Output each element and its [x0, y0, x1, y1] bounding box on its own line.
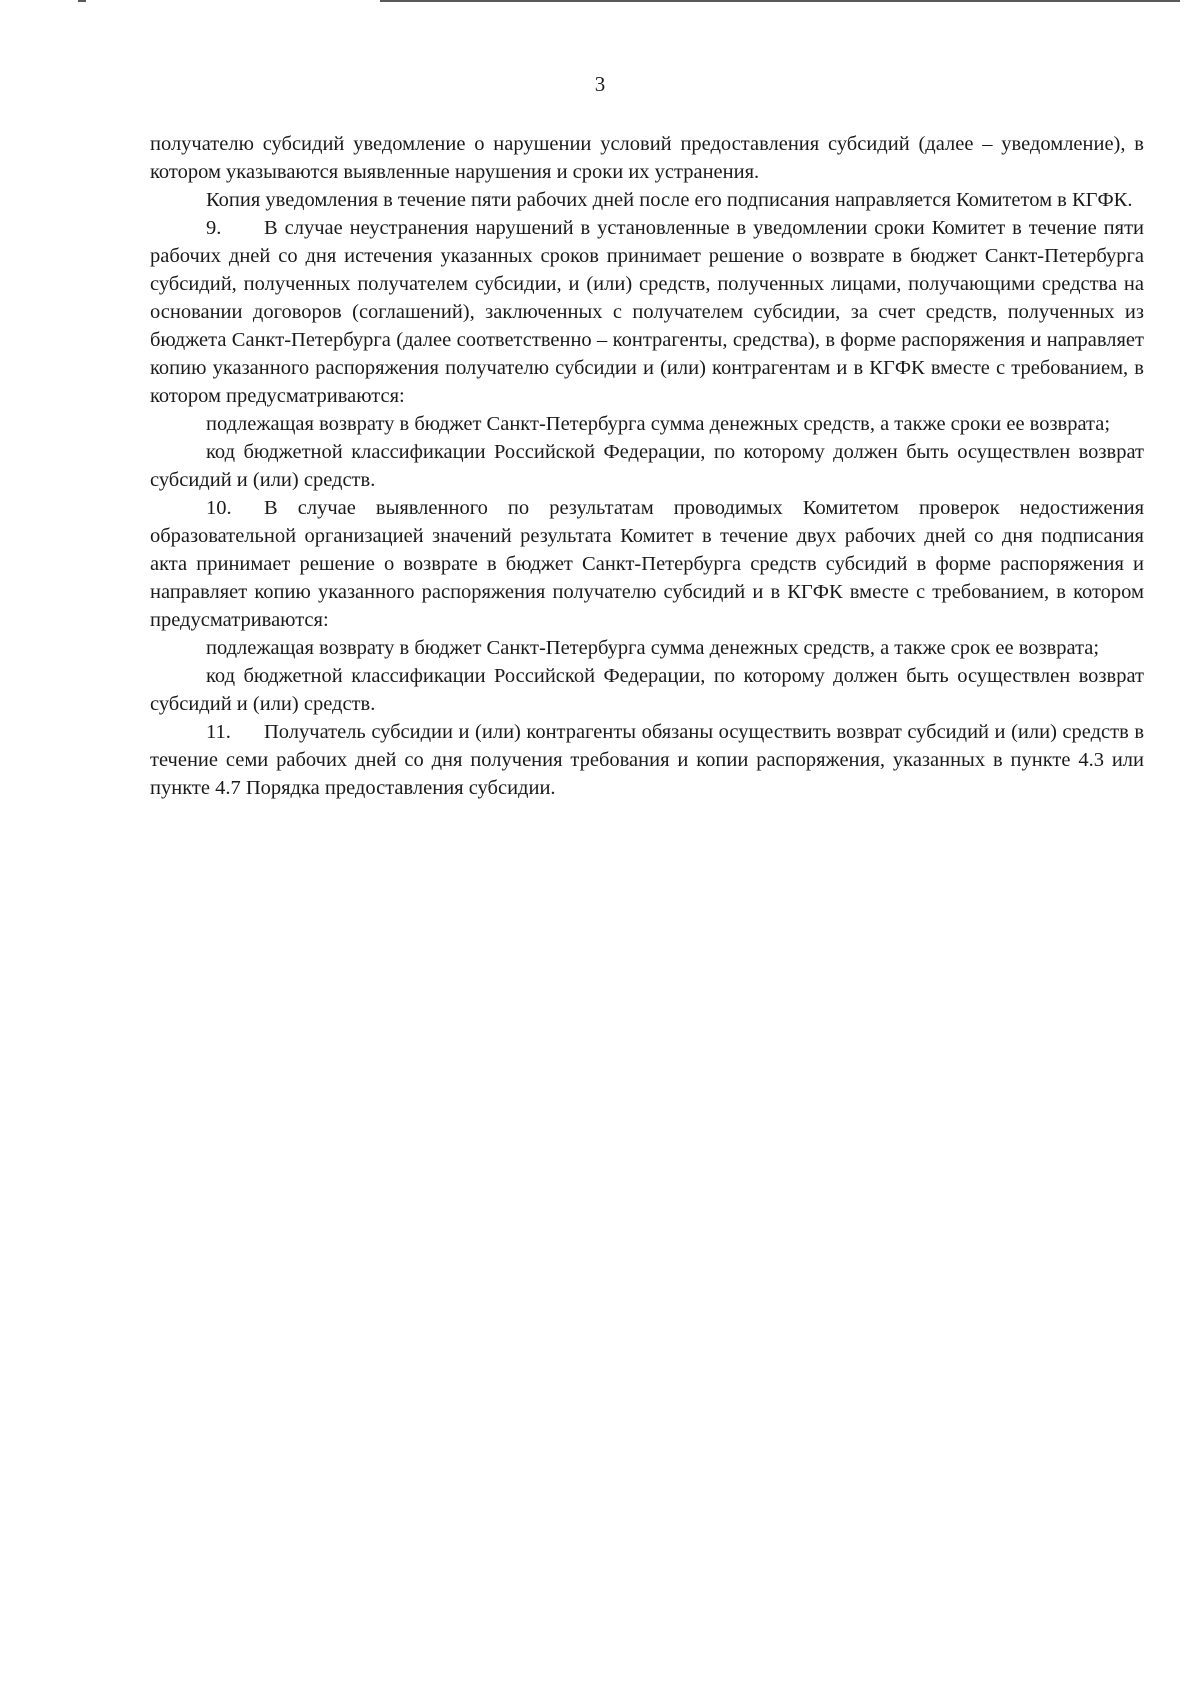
paragraph-item-9: [150, 214, 1144, 410]
item-number: 10.: [206, 497, 232, 519]
paragraph-continuation: [150, 130, 1144, 186]
paragraph-text: Получатель субсидии и (или) контрагенты обязаны осуществить возврат субсидий и (или) средств в течение семи рабочих дней со дня получения требования и копии распоряжения, указанных в пункте 4.3 или пункте 4.7 Порядка предоставления субсидии.: [150, 721, 1144, 799]
paragraph-text: Копия уведомления в течение пяти рабочих дней после его подписания направляется Комитетом в КГФК.: [206, 189, 1133, 211]
scan-edge-mark: [78, 0, 86, 2]
paragraph-subitem: [150, 634, 1144, 662]
paragraph-item-10: [150, 494, 1144, 634]
scan-edge-line: [380, 0, 1180, 2]
item-number: 11.: [206, 721, 231, 743]
paragraph-text: получателю субсидий уведомление о нарушении условий предоставления субсидий (далее – уведомление), в котором указываются выявленные нарушения и сроки их устранения.: [150, 133, 1144, 183]
paragraph-item-11: [150, 718, 1144, 802]
paragraph-text: В случае неустранения нарушений в установленные в уведомлении сроки Комитет в течение пяти рабочих дней со дня истечения указанных сроков принимает решение о возврате в бюджет Санкт-Петербурга субсидий, полученных получателем субсидии, и (или) средств, полученных лицами, получающими средства на основании договоров (соглашений), заключенных с получателем субсидии, за счет средств, полученных из бюджета Санкт-Петербурга (далее соответственно – контрагенты, средства), в форме распоряжения и направляет копию указанного распоряжения получателю субсидии и (или) контрагентам и в КГФК вместе с требованием, в котором предусматриваются:: [150, 217, 1144, 407]
paragraph-subitem: [150, 438, 1144, 494]
paragraph-subitem: [150, 662, 1144, 718]
page-number: 3: [594, 72, 606, 96]
paragraph-subitem: [150, 410, 1144, 438]
paragraph-text: подлежащая возврату в бюджет Санкт-Петербурга сумма денежных средств, а также срок ее возврата;: [206, 637, 1100, 659]
item-number: 9.: [206, 217, 222, 239]
paragraph-text: код бюджетной классификации Российской Федерации, по которому должен быть осуществлен возврат субсидий и (или) средств.: [150, 441, 1144, 491]
document-body: [150, 130, 1144, 802]
paragraph-text: подлежащая возврату в бюджет Санкт-Петербурга сумма денежных средств, а также сроки ее возврата;: [206, 413, 1111, 435]
paragraph-text: В случае выявленного по результатам проводимых Комитетом проверок недостижения образовательной организацией значений результата Комитет в течение двух рабочих дней со дня подписания акта принимает решение о возврате в бюджет Санкт-Петербурга средств субсидий в форме распоряжения и направляет копию указанного распоряжения получателю субсидий и в КГФК вместе с требованием, в котором предусматриваются:: [150, 497, 1144, 631]
paragraph-notice-copy: [150, 186, 1144, 214]
paragraph-text: код бюджетной классификации Российской Федерации, по которому должен быть осуществлен возврат субсидий и (или) средств.: [150, 665, 1144, 715]
